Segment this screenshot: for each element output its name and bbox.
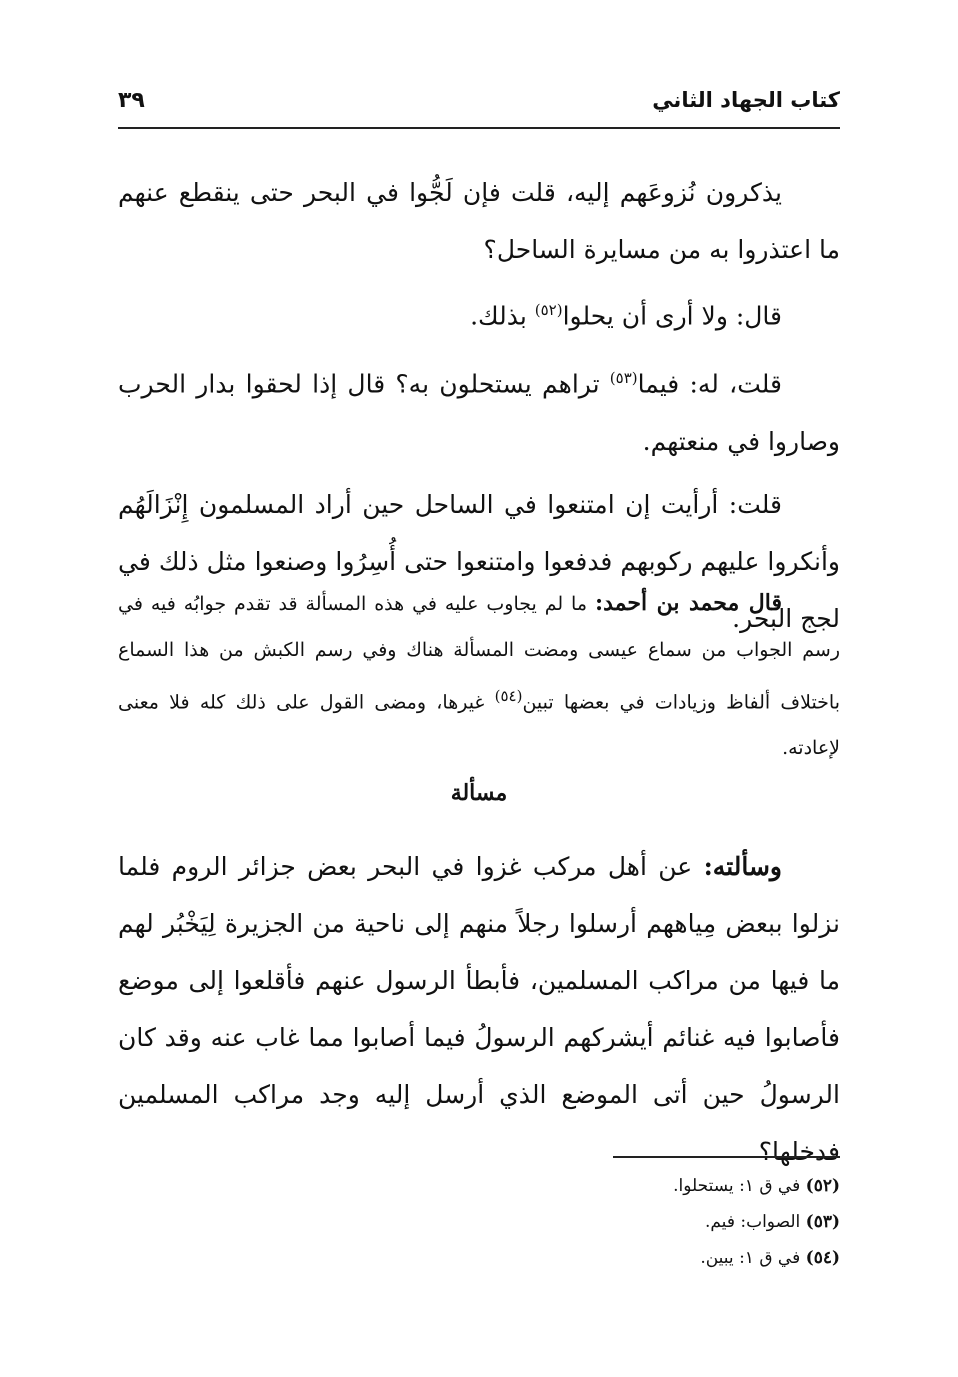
header-divider xyxy=(118,127,840,129)
question-text: عن أهل مركب غزوا في البحر بعض جزائر الروم فلما نزلوا ببعض مِياههم أرسلوا رجلاً منهم إلى ناحية من الجزيرة لِيَخْبُر لهم ما فيها من مراكب المسلمين، فأبطأ الرسول عنهم فأقلعوا إلى موضع فأصابوا فيه غنائم أيشركهم الرسولُ فيما أصابوا مما غاب عنه وقد كان الرسولُ حين أتى الموضع الذي أرسل إليه وجد مراكب المسلمين فدخلها؟ xyxy=(118,852,840,1166)
footnote-53-number: (٥٣) xyxy=(805,1212,840,1232)
footnote-52-number: (٥٢) xyxy=(805,1176,840,1196)
footnote-52-text: في ق ١: يستحلوا. xyxy=(673,1176,806,1196)
paragraph-3-tail: تراهم يستحلون به؟ قال إذا لحقوا بدار الحرب وصاروا في منعتهم. xyxy=(118,369,840,456)
book-title: كتاب الجهاد الثاني xyxy=(652,88,840,112)
footnote-54-text: في ق ١: يبين. xyxy=(700,1248,806,1268)
footnote-52 xyxy=(560,1168,840,1204)
paragraph-3-text: قلت، له: فيما xyxy=(637,369,782,399)
question-speaker: وسألته: xyxy=(703,852,782,881)
commentary-text-2: غيرها، ومضى القول على ذلك كله فلا معنى لإعادته. xyxy=(118,691,840,760)
paragraph-2-tail: بذلك. xyxy=(470,301,535,331)
paragraph-4: قلت: أرأيت إن امتنعوا في الساحل حين أراد المسلمون إِنْزَالَهُم وأنكروا عليهم ركوبهم فدفعوا وامتنعوا حتى أُسِرُوا وصنعوا مثل ذلك في لجج البحر. xyxy=(118,489,840,633)
running-header xyxy=(118,86,840,126)
footnote-53-text: الصواب: فيم. xyxy=(704,1212,806,1232)
footnote-divider xyxy=(613,1156,840,1158)
paragraph-2-text: قال: ولا أرى أن يحلوا xyxy=(562,301,782,331)
commentary-text-1: ما لم يجاوب عليه في هذه المسألة قد تقدم جوابُه فيه في رسم الجواب من سماع عيسى ومضت المسألة هناك وفي رسم الكبش من هذا السماع باختلاف ألفاظ وزيادات في بعضها تبين xyxy=(118,593,840,714)
paragraph-2 xyxy=(118,282,840,344)
commentary-paragraph xyxy=(118,580,840,771)
footnote-ref-52: (٥٢) xyxy=(534,301,563,319)
commentary-block xyxy=(118,580,840,771)
paragraph-3 xyxy=(118,350,840,469)
footnote-ref-53: (٥٣) xyxy=(609,369,638,388)
question-paragraph xyxy=(118,838,840,1180)
page-number: ٣٩ xyxy=(118,88,145,113)
commentary-speaker: قال محمد بن أحمد: xyxy=(594,590,782,616)
footnote-54-number: (٥٤) xyxy=(805,1248,840,1268)
question-block xyxy=(118,838,840,1180)
paragraph-1: يذكرون نُزوعَهم إليه، قلت فإن لَجُّوا في البحر حتى ينقطع عنهم ما اعتذروا به من مسايرة الساحل؟ xyxy=(118,178,840,264)
main-text-block-1 xyxy=(118,164,840,647)
footnote-53 xyxy=(560,1204,840,1240)
section-heading: مسألة xyxy=(450,780,508,806)
footnotes xyxy=(560,1168,840,1276)
footnote-ref-54: (٥٤) xyxy=(494,687,523,705)
footnote-54 xyxy=(560,1240,840,1276)
